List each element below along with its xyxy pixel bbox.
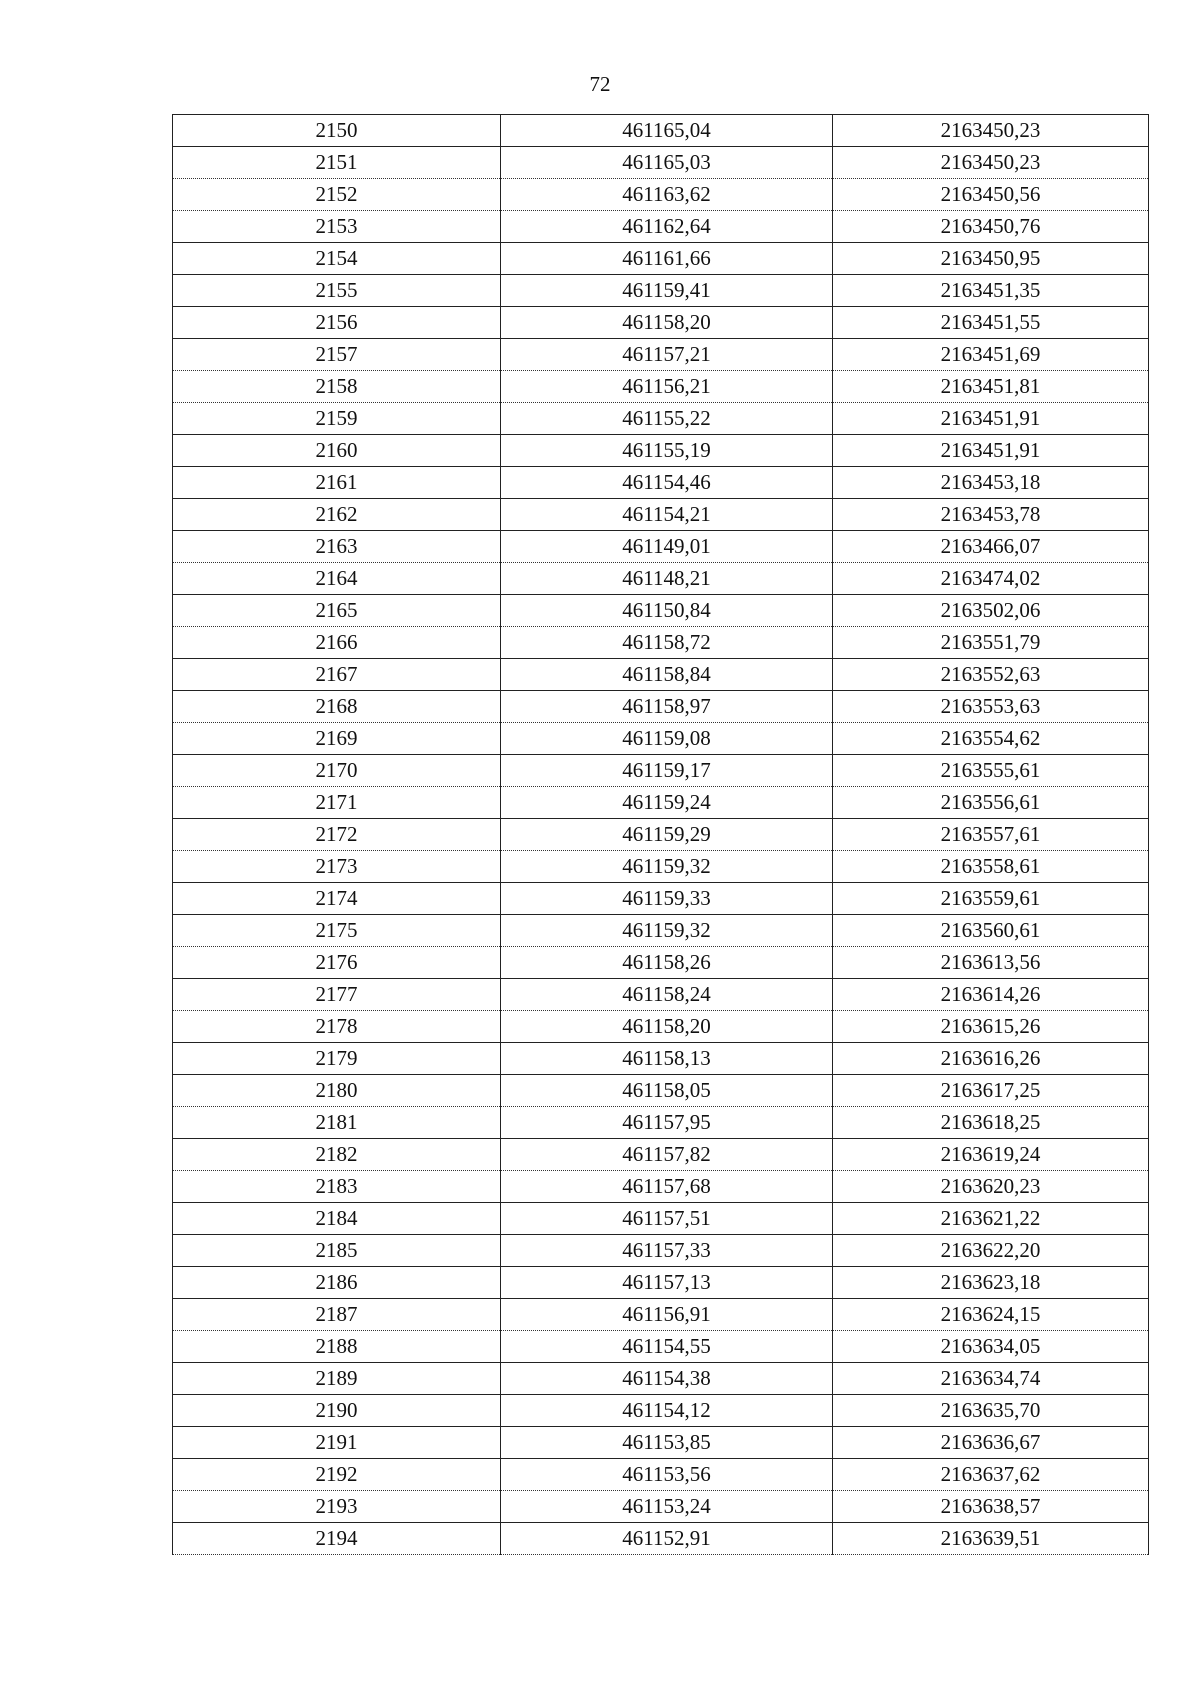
point-number-cell: 2167	[173, 659, 501, 691]
x-coordinate-cell: 461158,13	[501, 1043, 833, 1075]
table-row	[173, 307, 1149, 339]
x-coordinate-cell: 461159,24	[501, 787, 833, 819]
y-coordinate-cell: 2163450,23	[833, 115, 1149, 147]
x-coordinate-cell: 461158,24	[501, 979, 833, 1011]
y-coordinate-cell: 2163622,20	[833, 1235, 1149, 1267]
y-coordinate-cell: 2163613,56	[833, 947, 1149, 979]
y-coordinate-cell: 2163551,79	[833, 627, 1149, 659]
point-number-cell: 2155	[173, 275, 501, 307]
y-coordinate-cell: 2163450,95	[833, 243, 1149, 275]
y-coordinate-cell: 2163450,56	[833, 179, 1149, 211]
table-row	[173, 403, 1149, 435]
y-coordinate-cell: 2163451,81	[833, 371, 1149, 403]
point-number-cell: 2157	[173, 339, 501, 371]
y-coordinate-cell: 2163559,61	[833, 883, 1149, 915]
y-coordinate-cell: 2163636,67	[833, 1427, 1149, 1459]
point-number-cell: 2186	[173, 1267, 501, 1299]
x-coordinate-cell: 461157,21	[501, 339, 833, 371]
y-coordinate-cell: 2163552,63	[833, 659, 1149, 691]
table-row	[173, 787, 1149, 819]
point-number-cell: 2192	[173, 1459, 501, 1491]
point-number-cell: 2158	[173, 371, 501, 403]
x-coordinate-cell: 461154,38	[501, 1363, 833, 1395]
point-number-cell: 2181	[173, 1107, 501, 1139]
point-number-cell: 2182	[173, 1139, 501, 1171]
point-number-cell: 2193	[173, 1491, 501, 1523]
table-row	[173, 979, 1149, 1011]
table-row	[173, 819, 1149, 851]
table-row	[173, 723, 1149, 755]
x-coordinate-cell: 461158,26	[501, 947, 833, 979]
y-coordinate-cell: 2163618,25	[833, 1107, 1149, 1139]
table-row	[173, 179, 1149, 211]
coordinates-table	[172, 114, 1149, 1555]
point-number-cell: 2179	[173, 1043, 501, 1075]
table-row	[173, 1043, 1149, 1075]
point-number-cell: 2177	[173, 979, 501, 1011]
x-coordinate-cell: 461158,97	[501, 691, 833, 723]
point-number-cell: 2176	[173, 947, 501, 979]
y-coordinate-cell: 2163450,76	[833, 211, 1149, 243]
y-coordinate-cell: 2163502,06	[833, 595, 1149, 627]
y-coordinate-cell: 2163555,61	[833, 755, 1149, 787]
x-coordinate-cell: 461157,33	[501, 1235, 833, 1267]
x-coordinate-cell: 461156,91	[501, 1299, 833, 1331]
y-coordinate-cell: 2163553,63	[833, 691, 1149, 723]
table-row	[173, 1363, 1149, 1395]
x-coordinate-cell: 461150,84	[501, 595, 833, 627]
point-number-cell: 2168	[173, 691, 501, 723]
point-number-cell: 2164	[173, 563, 501, 595]
x-coordinate-cell: 461159,32	[501, 851, 833, 883]
x-coordinate-cell: 461158,05	[501, 1075, 833, 1107]
point-number-cell: 2172	[173, 819, 501, 851]
x-coordinate-cell: 461165,03	[501, 147, 833, 179]
y-coordinate-cell: 2163614,26	[833, 979, 1149, 1011]
table-row	[173, 1267, 1149, 1299]
y-coordinate-cell: 2163560,61	[833, 915, 1149, 947]
y-coordinate-cell: 2163637,62	[833, 1459, 1149, 1491]
x-coordinate-cell: 461158,20	[501, 307, 833, 339]
table-row	[173, 531, 1149, 563]
x-coordinate-cell: 461156,21	[501, 371, 833, 403]
point-number-cell: 2183	[173, 1171, 501, 1203]
table-row	[173, 1235, 1149, 1267]
point-number-cell: 2175	[173, 915, 501, 947]
table-row	[173, 947, 1149, 979]
y-coordinate-cell: 2163453,18	[833, 467, 1149, 499]
point-number-cell: 2187	[173, 1299, 501, 1331]
y-coordinate-cell: 2163635,70	[833, 1395, 1149, 1427]
x-coordinate-cell: 461149,01	[501, 531, 833, 563]
x-coordinate-cell: 461153,24	[501, 1491, 833, 1523]
y-coordinate-cell: 2163617,25	[833, 1075, 1149, 1107]
y-coordinate-cell: 2163619,24	[833, 1139, 1149, 1171]
y-coordinate-cell: 2163558,61	[833, 851, 1149, 883]
y-coordinate-cell: 2163450,23	[833, 147, 1149, 179]
point-number-cell: 2173	[173, 851, 501, 883]
table-row	[173, 691, 1149, 723]
table-row	[173, 1075, 1149, 1107]
y-coordinate-cell: 2163615,26	[833, 1011, 1149, 1043]
y-coordinate-cell: 2163554,62	[833, 723, 1149, 755]
x-coordinate-cell: 461154,21	[501, 499, 833, 531]
x-coordinate-cell: 461161,66	[501, 243, 833, 275]
x-coordinate-cell: 461159,29	[501, 819, 833, 851]
y-coordinate-cell: 2163451,35	[833, 275, 1149, 307]
x-coordinate-cell: 461163,62	[501, 179, 833, 211]
point-number-cell: 2180	[173, 1075, 501, 1107]
table-row	[173, 115, 1149, 147]
x-coordinate-cell: 461159,41	[501, 275, 833, 307]
point-number-cell: 2160	[173, 435, 501, 467]
x-coordinate-cell: 461162,64	[501, 211, 833, 243]
table-row	[173, 1299, 1149, 1331]
x-coordinate-cell: 461153,56	[501, 1459, 833, 1491]
y-coordinate-cell: 2163634,05	[833, 1331, 1149, 1363]
x-coordinate-cell: 461155,19	[501, 435, 833, 467]
point-number-cell: 2151	[173, 147, 501, 179]
point-number-cell: 2152	[173, 179, 501, 211]
point-number-cell: 2162	[173, 499, 501, 531]
x-coordinate-cell: 461154,55	[501, 1331, 833, 1363]
x-coordinate-cell: 461157,51	[501, 1203, 833, 1235]
table-row	[173, 467, 1149, 499]
x-coordinate-cell: 461155,22	[501, 403, 833, 435]
point-number-cell: 2178	[173, 1011, 501, 1043]
x-coordinate-cell: 461157,95	[501, 1107, 833, 1139]
point-number-cell: 2166	[173, 627, 501, 659]
point-number-cell: 2188	[173, 1331, 501, 1363]
point-number-cell: 2150	[173, 115, 501, 147]
point-number-cell: 2171	[173, 787, 501, 819]
point-number-cell: 2161	[173, 467, 501, 499]
y-coordinate-cell: 2163451,69	[833, 339, 1149, 371]
table-row	[173, 1523, 1149, 1555]
y-coordinate-cell: 2163466,07	[833, 531, 1149, 563]
x-coordinate-cell: 461159,33	[501, 883, 833, 915]
table-row	[173, 755, 1149, 787]
point-number-cell: 2189	[173, 1363, 501, 1395]
table-row	[173, 371, 1149, 403]
table-row	[173, 627, 1149, 659]
point-number-cell: 2159	[173, 403, 501, 435]
x-coordinate-cell: 461159,17	[501, 755, 833, 787]
table-row	[173, 339, 1149, 371]
table-row	[173, 147, 1149, 179]
x-coordinate-cell: 461153,85	[501, 1427, 833, 1459]
y-coordinate-cell: 2163451,55	[833, 307, 1149, 339]
point-number-cell: 2153	[173, 211, 501, 243]
table-row	[173, 1107, 1149, 1139]
y-coordinate-cell: 2163451,91	[833, 435, 1149, 467]
point-number-cell: 2185	[173, 1235, 501, 1267]
table-row	[173, 915, 1149, 947]
y-coordinate-cell: 2163624,15	[833, 1299, 1149, 1331]
y-coordinate-cell: 2163616,26	[833, 1043, 1149, 1075]
table-row	[173, 1203, 1149, 1235]
table-row	[173, 275, 1149, 307]
x-coordinate-cell: 461159,08	[501, 723, 833, 755]
table-row	[173, 1491, 1149, 1523]
point-number-cell: 2154	[173, 243, 501, 275]
table-row	[173, 1459, 1149, 1491]
point-number-cell: 2191	[173, 1427, 501, 1459]
y-coordinate-cell: 2163620,23	[833, 1171, 1149, 1203]
table-row	[173, 243, 1149, 275]
y-coordinate-cell: 2163474,02	[833, 563, 1149, 595]
table-row	[173, 1139, 1149, 1171]
table-row	[173, 1395, 1149, 1427]
point-number-cell: 2190	[173, 1395, 501, 1427]
point-number-cell: 2194	[173, 1523, 501, 1555]
page-number: 72	[589, 72, 611, 96]
table-row	[173, 595, 1149, 627]
x-coordinate-cell: 461158,72	[501, 627, 833, 659]
x-coordinate-cell: 461157,13	[501, 1267, 833, 1299]
point-number-cell: 2163	[173, 531, 501, 563]
table-row	[173, 883, 1149, 915]
x-coordinate-cell: 461158,84	[501, 659, 833, 691]
point-number-cell: 2156	[173, 307, 501, 339]
table-row	[173, 1171, 1149, 1203]
y-coordinate-cell: 2163451,91	[833, 403, 1149, 435]
x-coordinate-cell: 461159,32	[501, 915, 833, 947]
y-coordinate-cell: 2163453,78	[833, 499, 1149, 531]
x-coordinate-cell: 461158,20	[501, 1011, 833, 1043]
point-number-cell: 2169	[173, 723, 501, 755]
x-coordinate-cell: 461157,82	[501, 1139, 833, 1171]
y-coordinate-cell: 2163623,18	[833, 1267, 1149, 1299]
coordinates-table-body	[173, 115, 1149, 1555]
y-coordinate-cell: 2163557,61	[833, 819, 1149, 851]
x-coordinate-cell: 461154,12	[501, 1395, 833, 1427]
table-row	[173, 1427, 1149, 1459]
x-coordinate-cell: 461165,04	[501, 115, 833, 147]
table-row	[173, 211, 1149, 243]
y-coordinate-cell: 2163638,57	[833, 1491, 1149, 1523]
x-coordinate-cell: 461148,21	[501, 563, 833, 595]
x-coordinate-cell: 461154,46	[501, 467, 833, 499]
table-row	[173, 1011, 1149, 1043]
point-number-cell: 2165	[173, 595, 501, 627]
table-row	[173, 499, 1149, 531]
y-coordinate-cell: 2163621,22	[833, 1203, 1149, 1235]
table-row	[173, 435, 1149, 467]
x-coordinate-cell: 461157,68	[501, 1171, 833, 1203]
y-coordinate-cell: 2163556,61	[833, 787, 1149, 819]
table-row	[173, 851, 1149, 883]
table-row	[173, 1331, 1149, 1363]
point-number-cell: 2184	[173, 1203, 501, 1235]
point-number-cell: 2174	[173, 883, 501, 915]
y-coordinate-cell: 2163634,74	[833, 1363, 1149, 1395]
y-coordinate-cell: 2163639,51	[833, 1523, 1149, 1555]
point-number-cell: 2170	[173, 755, 501, 787]
table-row	[173, 563, 1149, 595]
table-row	[173, 659, 1149, 691]
x-coordinate-cell: 461152,91	[501, 1523, 833, 1555]
